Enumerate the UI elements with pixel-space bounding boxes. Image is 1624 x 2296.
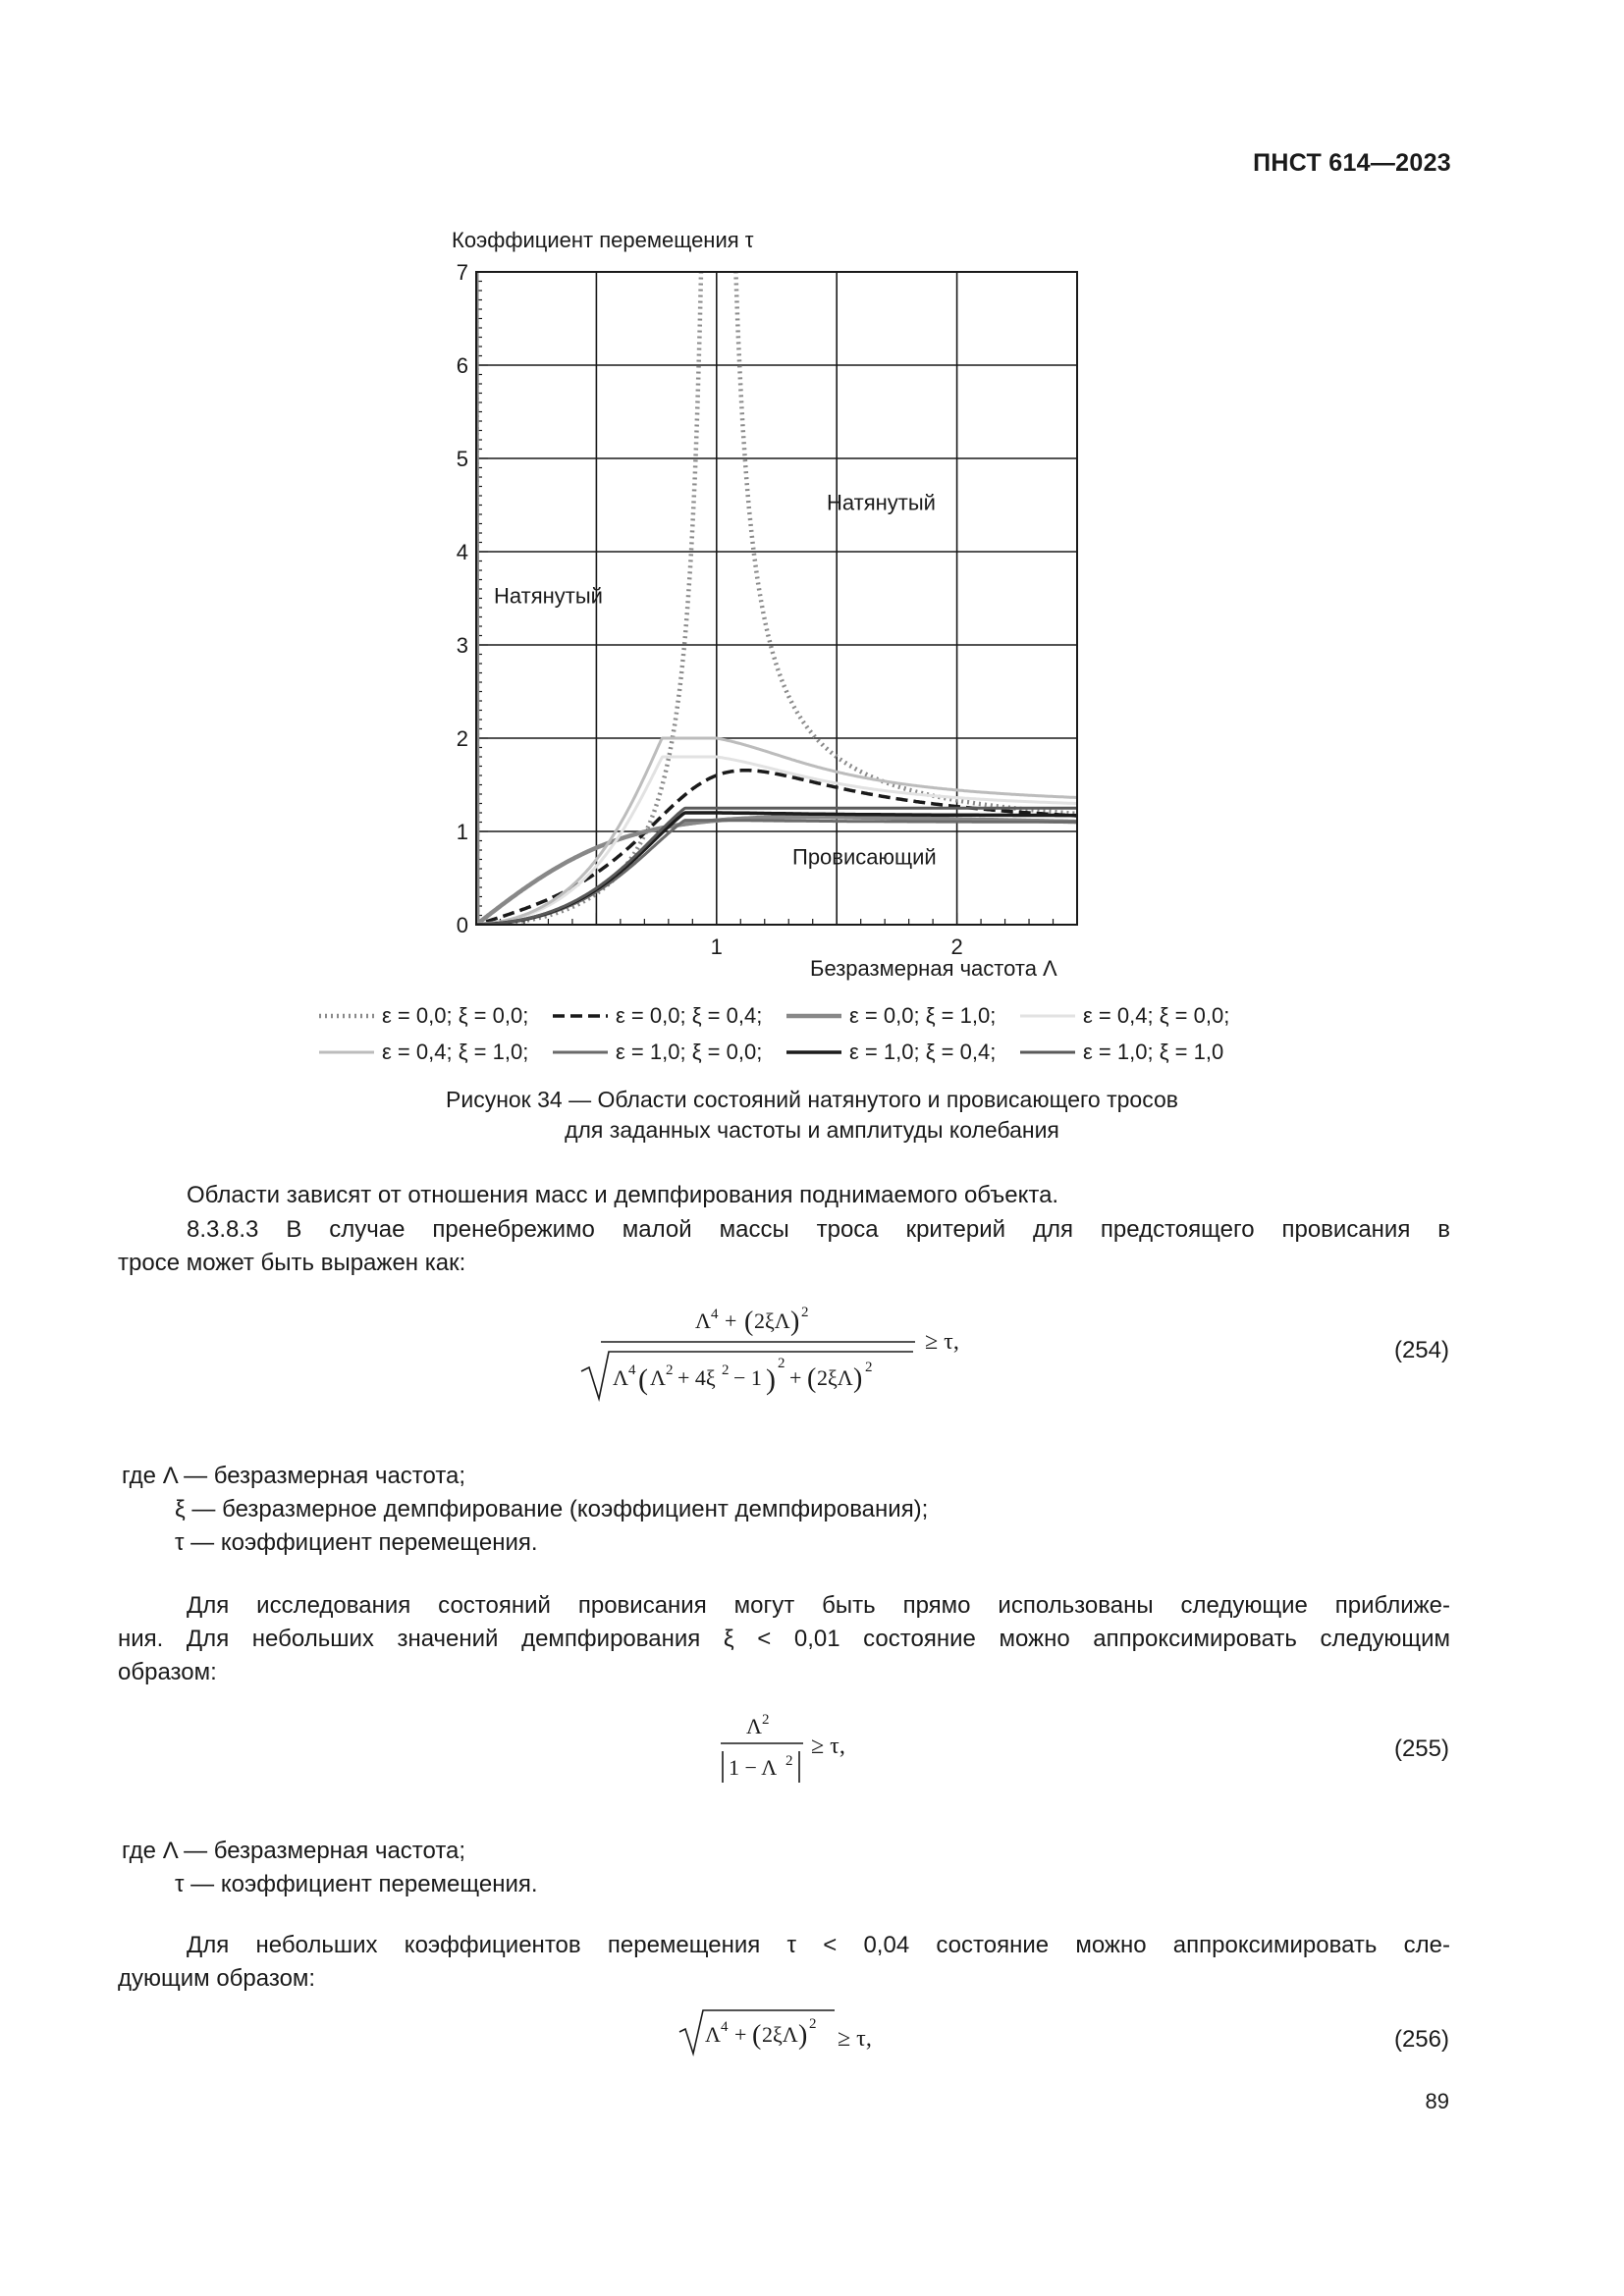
legend-label: ε = 0,0; ξ = 1,0; [849, 1003, 997, 1028]
legend-swatch-solid-dark [1020, 1047, 1075, 1057]
equation-254-formula [579, 1301, 992, 1418]
where-description: безразмерная частота; [213, 1463, 466, 1489]
legend-label: ε = 0,0; ξ = 0,0; [382, 1003, 529, 1028]
legend-label: ε = 1,0; ξ = 1,0 [1083, 1040, 1224, 1064]
legend-label: ε = 1,0; ξ = 0,4; [849, 1040, 997, 1064]
svg-text:+: + [789, 1365, 802, 1390]
legend-swatch-solid-verylight [1020, 1011, 1075, 1021]
svg-text:2ξΛ: 2ξΛ [817, 1365, 853, 1390]
y-tick-label: 3 [456, 633, 468, 658]
region-label-taut-right: Натянутый [827, 490, 936, 515]
paragraph-2-line2: тросе может быть выражен как: [118, 1250, 466, 1276]
equation-256-rhs: ≥ τ, [838, 2026, 872, 2052]
svg-text:(: ( [744, 1307, 754, 1337]
y-tick-label: 6 [456, 353, 468, 378]
y-tick-label: 0 [456, 913, 468, 937]
paragraph-4-line1: Для небольших коэффициентов перемещения τ < 0,04 состояние можно аппроксимировать сле- [187, 1932, 1450, 1958]
region-label-taut-left: Натянутый [494, 583, 603, 609]
where-symbol: τ — [175, 1529, 215, 1556]
legend-item [553, 1003, 762, 1029]
legend-label: ε = 1,0; ξ = 0,0; [616, 1040, 763, 1064]
where-symbol: где Λ — [122, 1838, 208, 1864]
chart-series [476, 218, 1077, 925]
equation-254-number: (254) [1393, 1337, 1449, 1363]
svg-text:Λ: Λ [746, 1714, 762, 1738]
legend-label: ε = 0,0; ξ = 0,4; [616, 1003, 763, 1028]
where-list-2-item [122, 1833, 465, 1870]
paragraph-4-line2: дующим образом: [118, 1965, 316, 1992]
where-list-1-item [175, 1491, 928, 1528]
svg-text:): ) [798, 2020, 808, 2051]
svg-text:+ 4ξ: + 4ξ [677, 1365, 716, 1390]
svg-text:2ξΛ: 2ξΛ [762, 2022, 798, 2047]
legend-swatch-solid-gray [786, 1011, 841, 1021]
y-tick-label: 7 [456, 260, 468, 285]
legend-item [553, 1040, 762, 1065]
svg-text:+: + [725, 1308, 737, 1333]
svg-text:2ξΛ: 2ξΛ [754, 1308, 790, 1333]
paragraph-3-line1: Для исследования состояний провисания могут быть прямо использованы следующие приближе- [187, 1592, 1450, 1619]
where-description: коэффициент перемещения. [220, 1871, 538, 1897]
x-axis-label: Безразмерная частота Λ [810, 956, 1057, 981]
legend-swatch-solid-mid [553, 1047, 608, 1057]
where-list-1-item [122, 1458, 465, 1495]
page-number: 89 [1425, 2089, 1449, 2113]
svg-text:2: 2 [865, 1360, 873, 1375]
figure-caption-line2: для заданных частоты и амплитуды колебания [565, 1117, 1059, 1143]
where-description: коэффициент перемещения. [220, 1529, 538, 1556]
svg-text:(: ( [807, 1363, 817, 1394]
svg-text:2: 2 [809, 2016, 817, 2032]
where-symbol: τ — [175, 1871, 215, 1897]
svg-text:2: 2 [666, 1362, 674, 1378]
svg-text:2: 2 [785, 1753, 793, 1769]
svg-text:1 − Λ: 1 − Λ [729, 1755, 778, 1780]
x-tick-label: 2 [950, 934, 963, 959]
svg-text:Λ: Λ [705, 2022, 721, 2047]
where-list-1-item [175, 1524, 538, 1562]
series-line [476, 813, 1077, 925]
region-label-slack: Провисающий [792, 844, 937, 870]
figure-caption-line1: Рисунок 34 — Области состояний натянутого и провисающего тросов [446, 1087, 1178, 1112]
y-tick-label: 2 [456, 726, 468, 751]
where-symbol: ξ — [175, 1496, 216, 1522]
x-tick-label: 1 [710, 934, 723, 959]
svg-text:): ) [790, 1307, 800, 1337]
svg-text:+: + [734, 2022, 747, 2047]
legend-item [786, 1003, 996, 1029]
series-line [476, 757, 1077, 924]
where-description: безразмерная частота; [213, 1838, 466, 1864]
svg-text:Λ: Λ [650, 1365, 666, 1390]
displacement-chart [432, 218, 1218, 1003]
legend-swatch-solid-light [319, 1047, 374, 1057]
svg-text:− 1: − 1 [733, 1365, 762, 1390]
svg-text:2: 2 [778, 1356, 785, 1371]
equation-255-number: (255) [1393, 1735, 1449, 1762]
svg-text:2: 2 [722, 1362, 730, 1378]
document-header: ПНСТ 614—2023 [1253, 149, 1451, 177]
paragraph-2-line1: 8.3.8.3 В случае пренебрежимо малой массы троса критерий для предстоящего провисания в [187, 1216, 1450, 1243]
svg-text:Λ: Λ [695, 1308, 711, 1333]
legend-item [319, 1040, 528, 1065]
legend-label: ε = 0,4; ξ = 0,0; [1083, 1003, 1230, 1028]
svg-text:4: 4 [628, 1362, 636, 1378]
svg-text:Λ: Λ [613, 1365, 628, 1390]
paragraph-3-line3: образом: [118, 1659, 217, 1685]
svg-text:(: ( [638, 1363, 648, 1396]
where-list-2-item [175, 1866, 538, 1903]
svg-text:2: 2 [762, 1712, 770, 1728]
legend-item [786, 1040, 996, 1065]
legend-swatch-dotted-gray [319, 1011, 374, 1021]
legend-label: ε = 0,4; ξ = 1,0; [382, 1040, 529, 1064]
svg-text:): ) [766, 1363, 776, 1396]
paragraph-1: Области зависят от отношения масс и демпфирования поднимаемого объекта. [187, 1182, 1059, 1208]
where-symbol: где Λ — [122, 1463, 208, 1489]
where-description: безразмерное демпфирование (коэффициент демпфирования); [222, 1496, 929, 1522]
svg-text:(: ( [752, 2020, 762, 2051]
svg-text:): ) [853, 1363, 863, 1394]
equation-255-rhs: ≥ τ, [811, 1734, 845, 1759]
series-line [476, 218, 1077, 924]
y-tick-label: 1 [456, 820, 468, 844]
equation-254-rhs: ≥ τ, [925, 1329, 959, 1355]
paragraph-3-line2: ния. Для небольших значений демпфирования ξ < 0,01 состояние можно аппроксимировать следующим [118, 1626, 1450, 1652]
svg-text:4: 4 [721, 2019, 729, 2035]
equation-255-formula [707, 1706, 825, 1794]
legend-item [1020, 1040, 1223, 1065]
legend-item [1020, 1003, 1229, 1029]
legend-swatch-dashed-black [553, 1011, 608, 1021]
legend-swatch-solid-black [786, 1047, 841, 1057]
equation-256-number: (256) [1393, 2026, 1449, 2053]
y-tick-label: 4 [456, 540, 468, 564]
series-line [476, 821, 1077, 925]
y-axis-label: Коэффициент перемещения τ [452, 228, 754, 252]
legend-item [319, 1003, 528, 1029]
svg-text:2: 2 [801, 1305, 809, 1320]
svg-text:4: 4 [711, 1307, 719, 1322]
equation-256-formula [677, 2002, 844, 2061]
y-tick-label: 5 [456, 447, 468, 471]
